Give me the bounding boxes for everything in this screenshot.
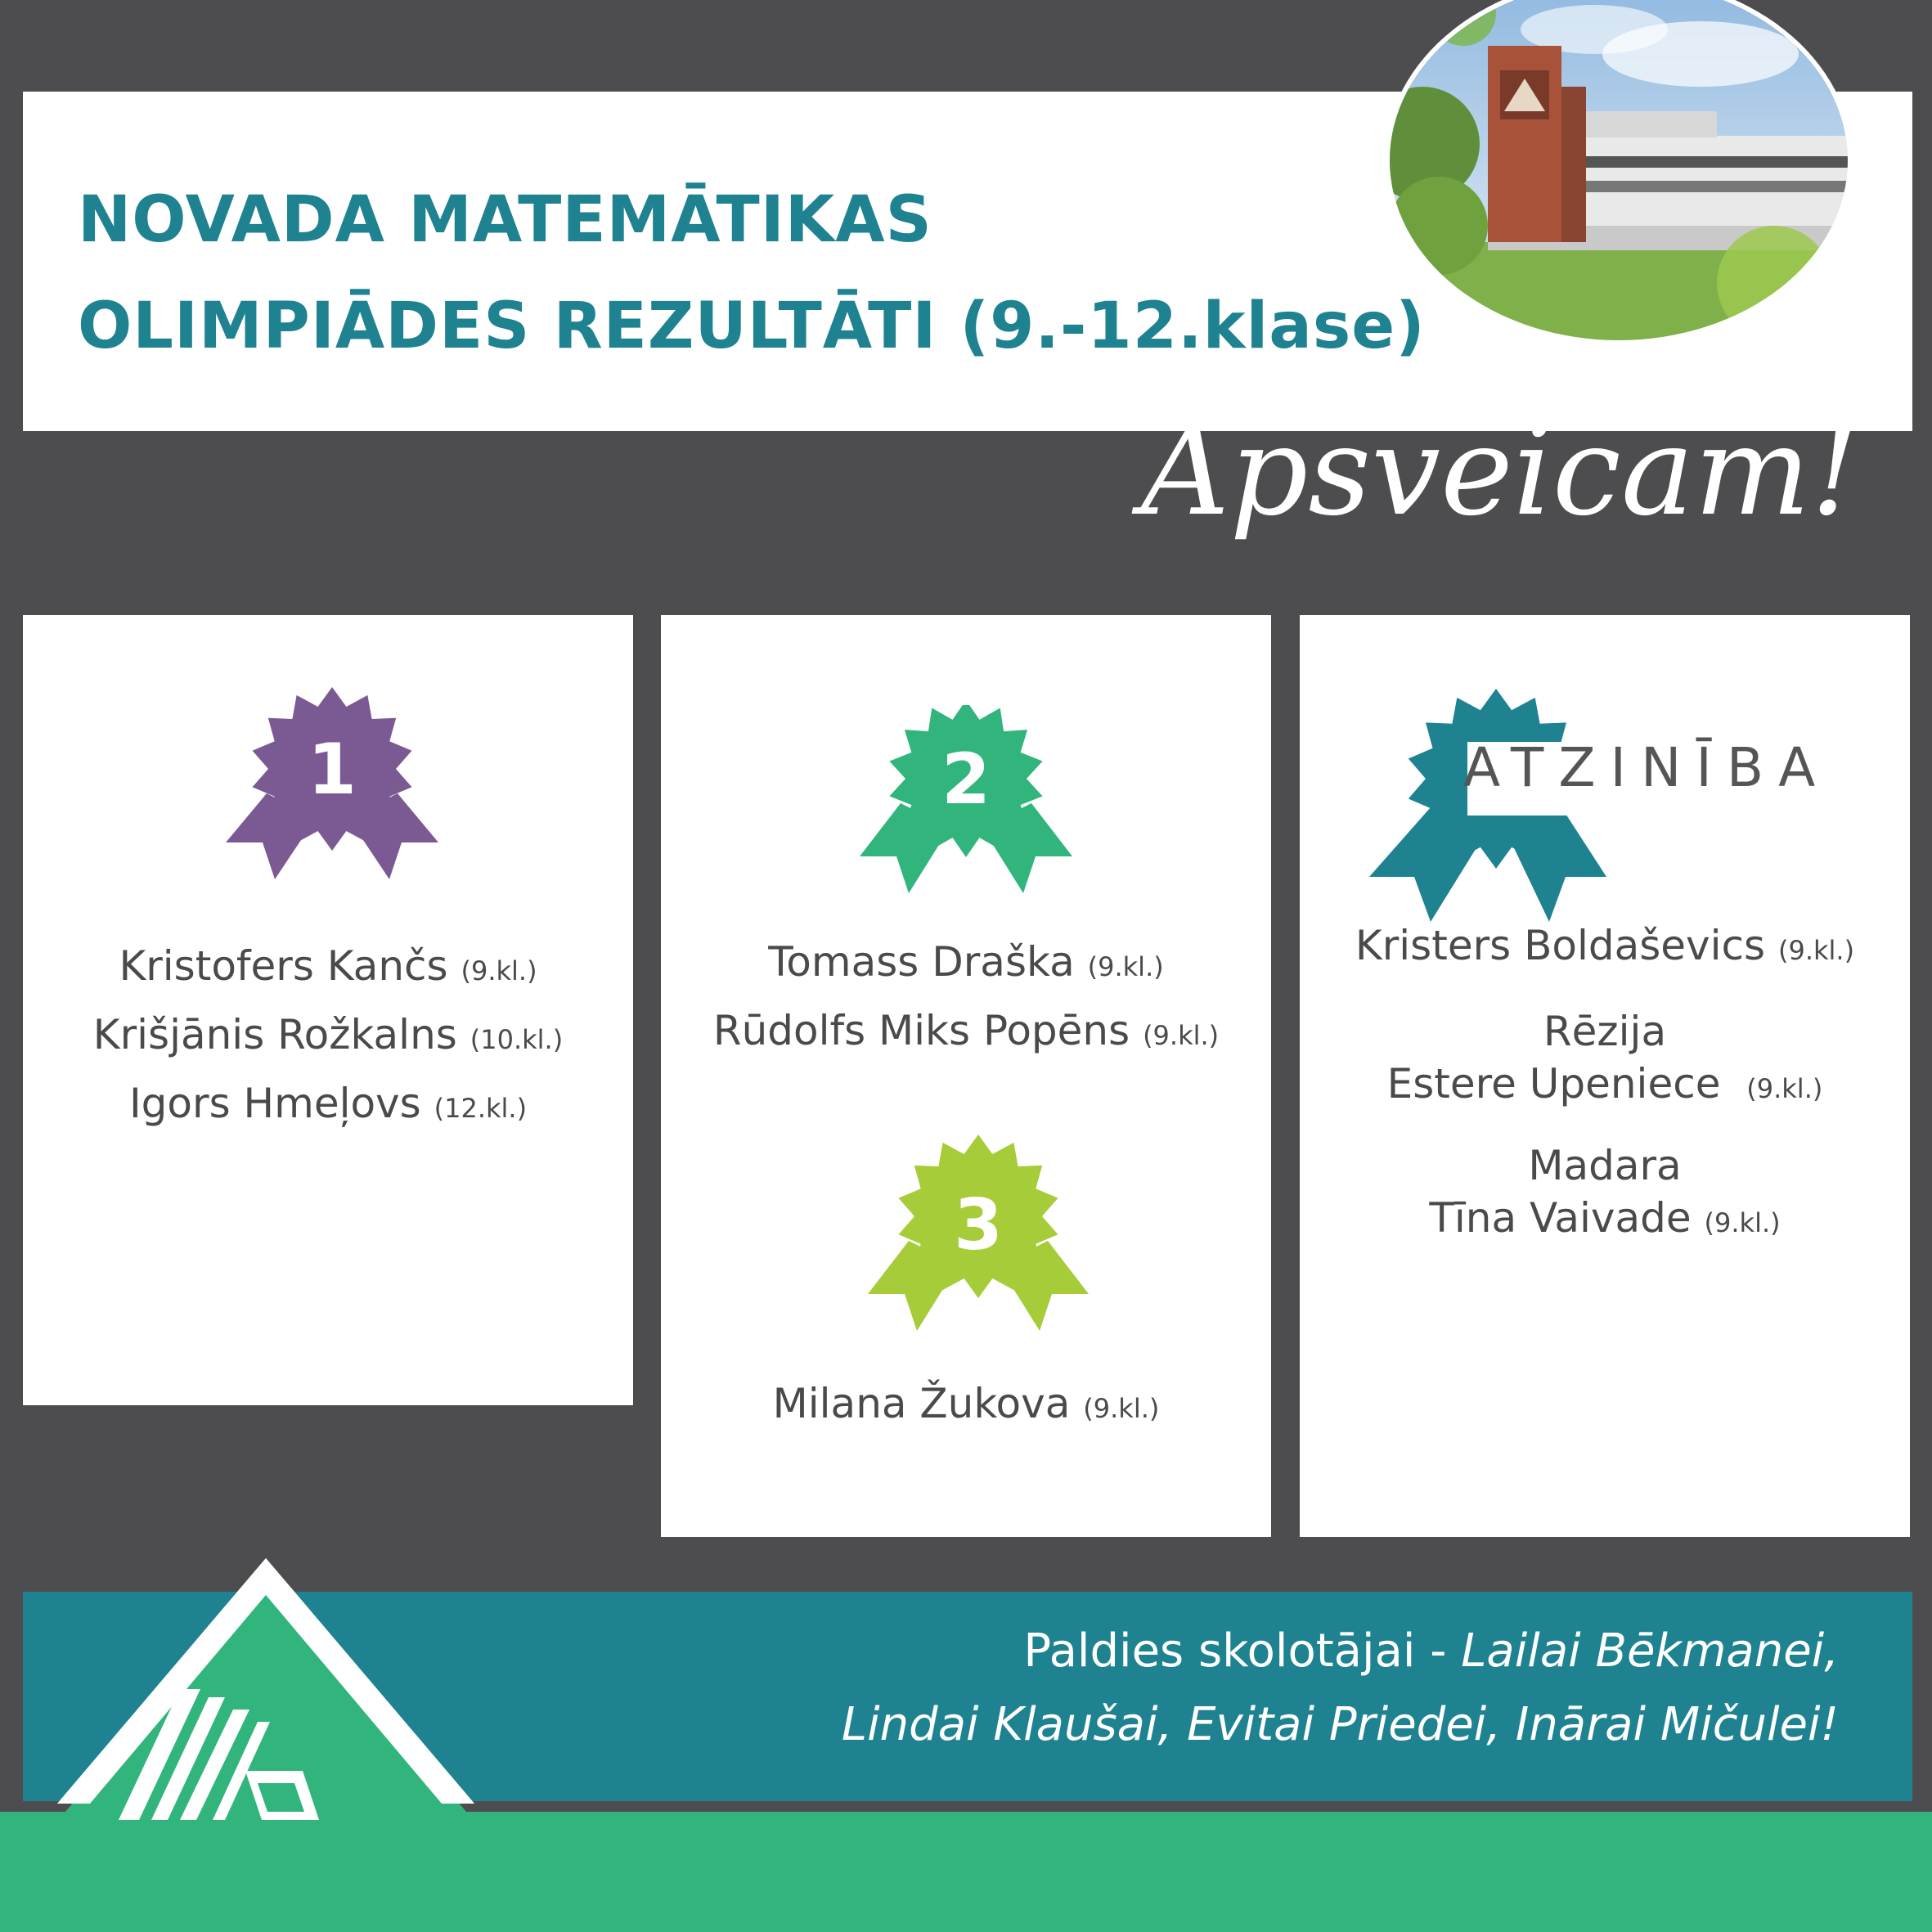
winner-row: Igors Hmeļovs (12.kl.) — [128, 1080, 528, 1127]
winner-row: Tīna Vaivade (9.kl.) — [1429, 1194, 1781, 1242]
third-place-badge-icon — [860, 1126, 1097, 1339]
title-line-1: NOVADA MATEMĀTIKAS — [78, 183, 932, 257]
third-place-number: 3 — [954, 1184, 1003, 1266]
winner-row: Kristers Boldaševics (9.kl.) — [1355, 922, 1855, 969]
recognition-card — [1300, 615, 1910, 1537]
thanks-line-2: Lindai Klaušai, Evitai Priedei, Inārai Mičulei! — [841, 1698, 1839, 1751]
winner-row: Estere Upeniece (9.kl.) — [1386, 1060, 1823, 1108]
title-line-2: OLIMPIĀDES REZULTĀTI (9.-12.klase) — [78, 290, 1426, 363]
winner-row: Kristofers Kančs (9.kl.) — [119, 942, 537, 990]
second-place-badge-icon — [851, 705, 1081, 893]
second-place-number: 2 — [941, 739, 991, 820]
winner-row: Rūdolfs Miks Popēns (9.kl.) — [712, 1007, 1220, 1054]
winner-row: Tomass Draška (9.kl.) — [768, 938, 1164, 986]
school-logo-icon — [57, 1558, 474, 1902]
first-place-names — [23, 934, 633, 1140]
recognition-label: ATZINĪBA — [1463, 736, 1831, 799]
thanks-line-1: Paldies skolotājai - Lailai Bēkmanei, — [1023, 1624, 1839, 1678]
first-place-card — [23, 615, 633, 1405]
winner-row: Milana Žukova (9.kl.) — [772, 1380, 1160, 1427]
winner-row: Krišjānis Rožkalns (10.kl.) — [92, 1011, 564, 1058]
winner-row: Rēzija — [1543, 1008, 1667, 1055]
congratulations-heading: Apsveicam! — [1141, 401, 1860, 543]
third-place-names — [661, 1372, 1271, 1440]
second-place-names — [661, 930, 1271, 1067]
winner-row: Madara — [1528, 1142, 1682, 1189]
first-place-badge-icon — [218, 679, 447, 883]
recognition-names — [1300, 914, 1910, 1249]
second-third-place-card — [661, 615, 1271, 1537]
recognition-badge-icon — [1369, 685, 1623, 922]
first-place-number: 1 — [308, 729, 357, 811]
